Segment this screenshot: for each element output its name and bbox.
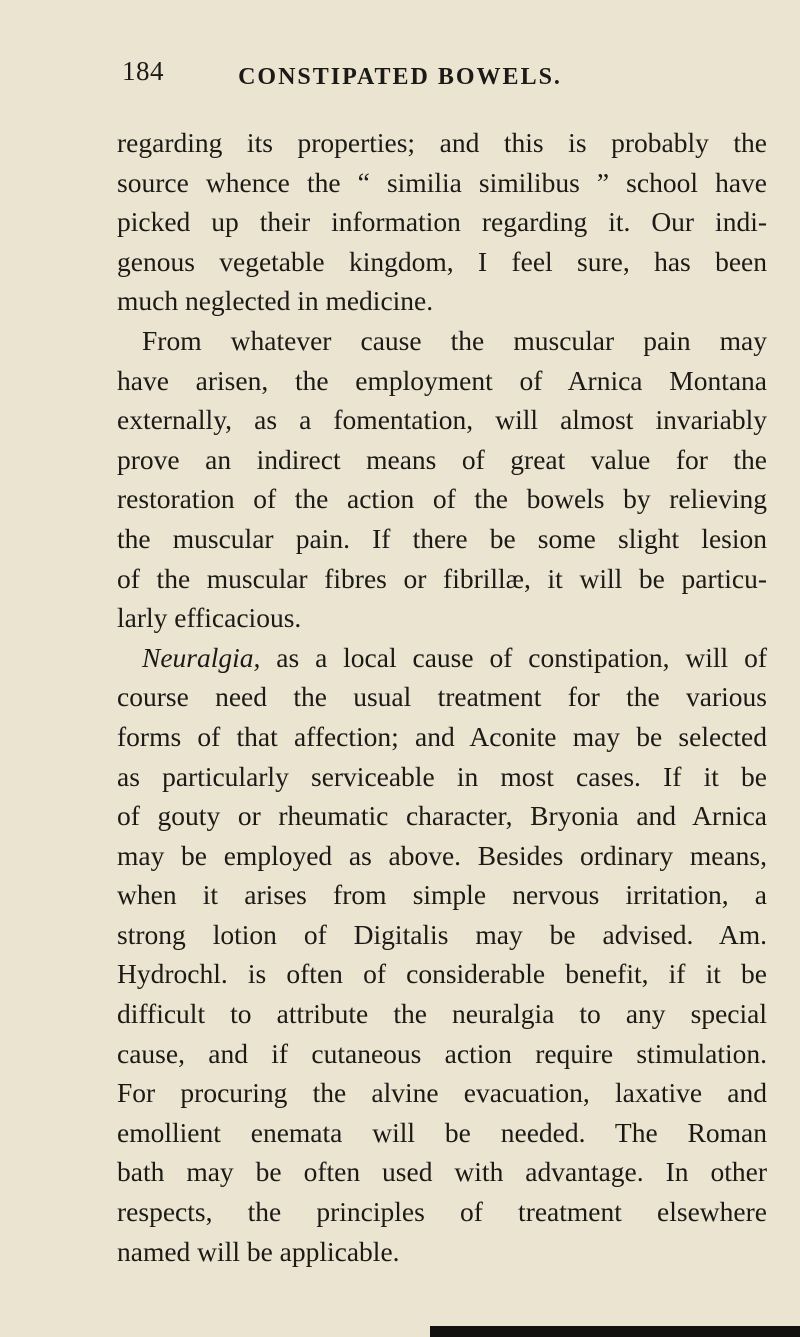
lead-rest: as a local cause of constipation, will of: [260, 641, 767, 673]
text-line: picked up their information regarding it. Our indi-: [117, 206, 767, 238]
paragraph-1: [117, 123, 767, 321]
italic-term: Neuralgia,: [142, 641, 261, 673]
text-line: named will be applicable.: [117, 1235, 400, 1267]
text-line: prove an indirect means of great value for the: [117, 443, 767, 475]
text-line: as particularly serviceable in most cases. If it be: [117, 760, 767, 792]
text-line: restoration of the action of the bowels by relieving: [117, 483, 767, 515]
text-line-lead: [117, 638, 767, 678]
text-line: when it arises from simple nervous irritation, a: [117, 879, 767, 911]
text-line: strong lotion of Digitalis may be advised. Am.: [117, 918, 767, 950]
text-line: of gouty or rheumatic character, Bryonia and Arnica: [117, 800, 767, 832]
paragraph-3: [117, 638, 767, 1272]
page-number: 184: [122, 56, 164, 86]
paragraph-2: [117, 321, 767, 638]
bottom-edge-shadow: [430, 1326, 800, 1337]
text-line: larly efficacious.: [117, 602, 302, 634]
running-title: CONSTIPATED BOWELS.: [238, 64, 562, 90]
text-line: externally, as a fomentation, will almost invariably: [117, 404, 767, 436]
text-line: of the muscular fibres or fibrillæ, it will be particu-: [117, 562, 767, 594]
text-line: respects, the principles of treatment elsewhere: [117, 1196, 767, 1228]
text-line: course need the usual treatment for the various: [117, 681, 767, 713]
text-line: difficult to attribute the neuralgia to any special: [117, 998, 767, 1030]
text-line: much neglected in medicine.: [117, 285, 434, 317]
text-line: For procuring the alvine evacuation, laxative and: [117, 1077, 767, 1109]
text-line: From whatever cause the muscular pain may: [142, 324, 767, 356]
text-line: have arisen, the employment of Arnica Montana: [117, 364, 767, 396]
text-line: the muscular pain. If there be some slight lesion: [117, 522, 767, 554]
text-line: genous vegetable kingdom, I feel sure, has been: [117, 245, 767, 277]
text-line: emollient enemata will be needed. The Roman: [117, 1116, 767, 1148]
text-line: Hydrochl. is often of considerable benefit, if it be: [117, 958, 767, 990]
text-line: cause, and if cutaneous action require stimulation.: [117, 1037, 767, 1069]
text-line: regarding its properties; and this is probably the: [117, 127, 767, 158]
body-text: [117, 123, 767, 1271]
text-line: source whence the “ similia similibus ” school have: [117, 166, 767, 198]
text-line: forms of that affection; and Aconite may be selected: [117, 720, 767, 752]
text-line: may be employed as above. Besides ordinary means,: [117, 839, 767, 871]
text-line: bath may be often used with advantage. In other: [117, 1156, 767, 1188]
